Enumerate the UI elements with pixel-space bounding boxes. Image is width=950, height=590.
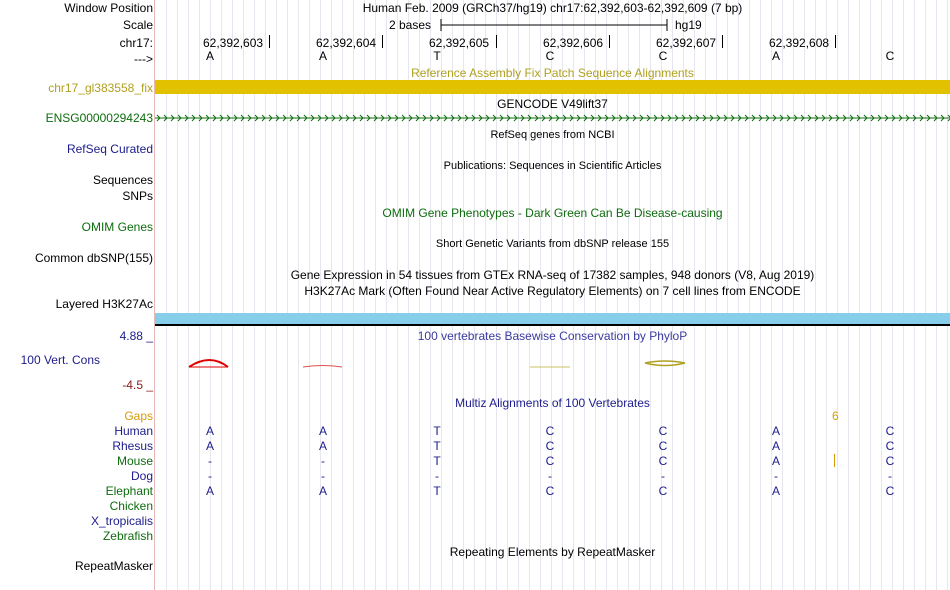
ensg-label[interactable]: ENSG00000294243 [45,111,153,125]
repeatmasker-track-title: Repeating Elements by RepeatMasker [449,545,656,559]
alignment-base: T [433,424,441,438]
alignment-base: C [885,484,895,498]
ruler-tick [382,35,383,48]
track-separator [155,324,950,326]
h3k27ac-track-title: H3K27Ac Mark (Often Found Near Active Regulatory Elements) on 7 cell lines from ENCODE [304,284,801,298]
phylop-max-label: 4.88 _ [119,329,153,343]
phylop-signal[interactable] [155,355,950,371]
h3k27ac-label[interactable]: Layered H3K27Ac [55,297,153,311]
alignment-base: C [545,424,555,438]
ruler-tick [609,35,610,48]
species-label-elephant[interactable]: Elephant [105,484,153,498]
species-label-chicken[interactable]: Chicken [109,499,153,513]
alignment-base: - [774,469,778,483]
alignment-base: A [318,484,327,498]
alignment-base: A [318,439,327,453]
gencode-track-title: GENCODE V49lift37 [497,97,608,111]
ruler-tick [722,35,723,48]
alignment-base: A [205,484,214,498]
alignment-base: C [658,454,668,468]
dbsnp-label[interactable]: Common dbSNP(155) [34,251,153,265]
reference-base: A [205,49,214,63]
alignment-base: - [208,454,212,468]
reference-base: A [771,49,780,63]
alignment-base: A [205,424,214,438]
alignment-base: T [433,454,441,468]
cons-track-label[interactable]: 100 Vert. Cons [20,353,100,367]
gtex-track-title: Gene Expression in 54 tissues from GTEx RNA-seq of 17382 samples, 948 donors (V8, Aug 2019) [290,268,815,282]
alignment-base: - [435,469,439,483]
fix-patch-label[interactable]: chr17_gl383558_fix [48,81,153,95]
reference-base: C [885,49,895,63]
species-label-rhesus[interactable]: Rhesus [112,439,153,453]
alignment-base: C [658,424,668,438]
gene-model-line[interactable] [155,113,950,123]
phylop-min-label: -4.5 _ [122,378,153,392]
fix-patch-track-title: Reference Assembly Fix Patch Sequence Alignments [411,66,694,80]
reference-base: T [433,49,441,63]
fix-patch-bar[interactable] [155,80,950,94]
assembly-label: hg19 [675,18,702,32]
refseq-track-title: RefSeq genes from NCBI [490,129,615,141]
track-image-area[interactable] [155,0,950,590]
species-label-x-tropicalis[interactable]: X_tropicalis [90,514,153,528]
phylop-track-title: 100 vertebrates Basewise Conservation by PhyloP [417,329,688,343]
omim-label[interactable]: OMIM Genes [81,220,153,234]
alignment-base: - [321,454,325,468]
window-position-label: Window Position [64,1,153,15]
alignment-base: A [771,439,780,453]
sequences-label[interactable]: Sequences [92,173,153,187]
dbsnp-track-title: Short Genetic Variants from dbSNP release 155 [435,238,670,250]
alignment-base: C [885,439,895,453]
multiz-track-title: Multiz Alignments of 100 Vertebrates [455,396,650,410]
species-label-human[interactable]: Human [114,424,153,438]
species-label-dog[interactable]: Dog [130,469,153,483]
scale-label: Scale [122,18,153,32]
snps-label[interactable]: SNPs [122,189,153,203]
alignment-base: C [658,439,668,453]
alignment-base: C [545,439,555,453]
alignment-base: A [771,454,780,468]
alignment-base: C [885,424,895,438]
alignment-base: A [318,424,327,438]
publications-track-title: Publications: Sequences in Scientific Articles [443,160,662,172]
alignment-base: C [885,454,895,468]
refseq-label[interactable]: RefSeq Curated [66,142,153,156]
gap-count: 6 [832,409,839,423]
reference-base: C [658,49,668,63]
species-label-zebrafish[interactable]: Zebrafish [102,529,153,543]
alignment-base: - [548,469,552,483]
alignment-base: - [208,469,212,483]
alignment-base: A [771,484,780,498]
omim-track-title: OMIM Gene Phenotypes - Dark Green Can Be Disease-causing [382,206,723,220]
alignment-base: - [321,469,325,483]
chrom-label: chr17: [119,36,153,50]
gap-marker [834,454,835,467]
alignment-base: - [888,469,892,483]
reference-base: A [318,49,327,63]
ruler-position: 62,392,608 [769,36,830,50]
ruler-title: Human Feb. 2009 (GRCh37/hg19) chr17:62,392,603-62,392,609 (7 bp) [362,1,743,15]
repeatmasker-label[interactable]: RepeatMasker [74,559,153,573]
h3k27ac-signal-bar[interactable] [155,313,950,324]
gaps-label[interactable]: Gaps [124,409,153,423]
ruler-tick [835,35,836,48]
ruler-tick [496,35,497,48]
ruler-position: 62,392,603 [203,36,264,50]
reference-base: C [545,49,555,63]
scale-bar [440,18,668,32]
alignment-base: C [545,484,555,498]
strand-arrow-label: ---> [134,52,153,66]
alignment-base: A [771,424,780,438]
track-label-panel [0,0,154,590]
species-label-mouse[interactable]: Mouse [116,454,153,468]
ruler-position: 62,392,607 [656,36,717,50]
alignment-base: A [205,439,214,453]
alignment-base: T [433,439,441,453]
alignment-base: T [433,484,441,498]
alignment-base: - [661,469,665,483]
scale-text: 2 bases [389,18,432,32]
ruler-position: 62,392,606 [543,36,604,50]
ruler-position: 62,392,605 [429,36,490,50]
ruler-position: 62,392,604 [316,36,377,50]
alignment-base: C [658,484,668,498]
ruler-tick [269,35,270,48]
alignment-base: C [545,454,555,468]
